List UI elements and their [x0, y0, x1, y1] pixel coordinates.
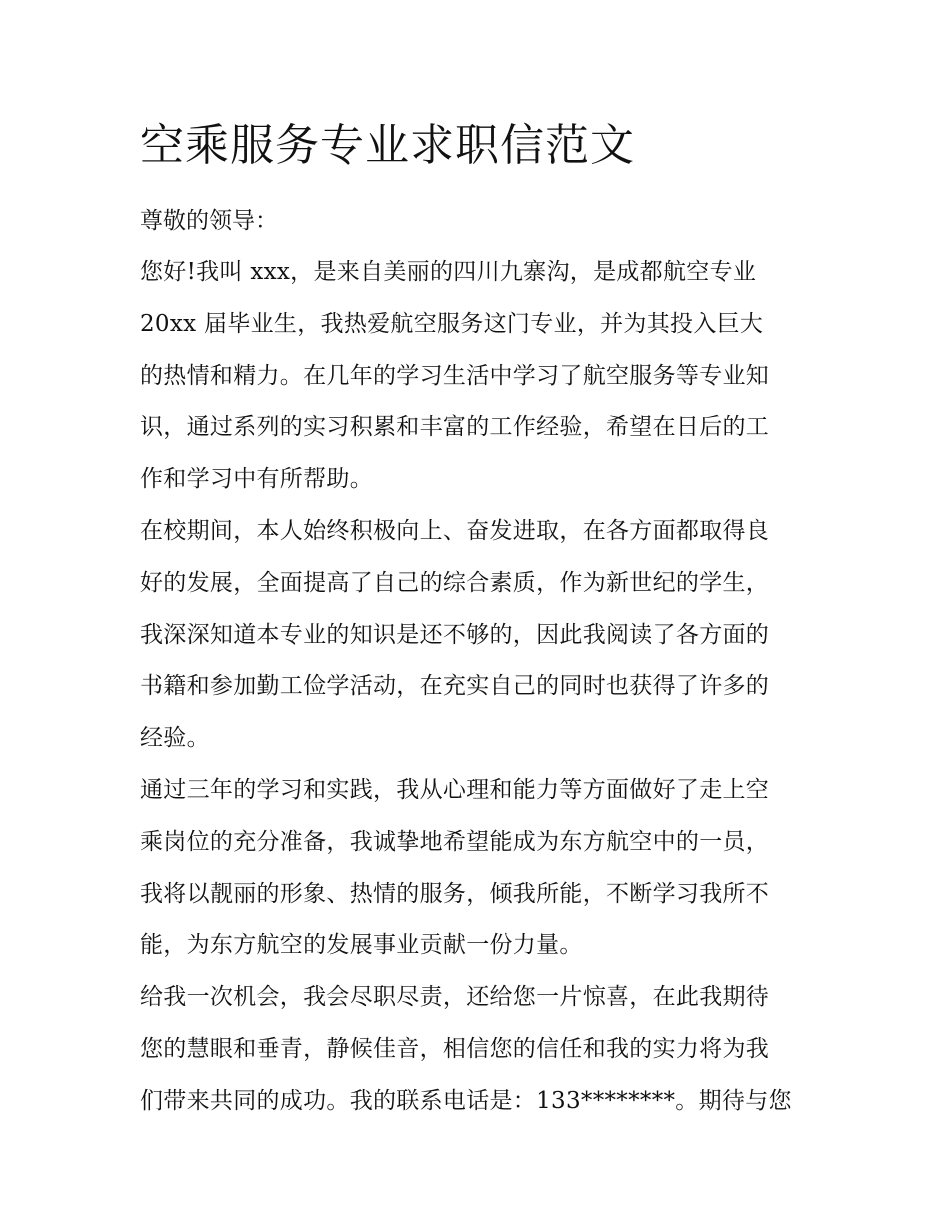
text-line: 经验。 [140, 725, 210, 752]
text-line: 您好!我叫 xxx，是来自美丽的四川九寨沟，是成都航空专业 [140, 259, 757, 285]
paragraph-introduction [140, 247, 820, 506]
paragraph-closing [140, 972, 820, 1127]
text-line: 识，通过系列的实习积累和丰富的工作经验，希望在日后的工 [140, 414, 770, 441]
greeting: 尊敬的领导： [140, 208, 278, 234]
text-line: 通过三年的学习和实践，我从心理和能力等方面做好了走上空 [140, 776, 770, 803]
text-line: 乘岗位的充分准备，我诚挚地希望能成为东方航空中的一员， [140, 828, 770, 855]
text-line: 我将以靓丽的形象、热情的服务，倾我所能，不断学习我所不 [140, 880, 770, 907]
text-line: 好的发展，全面提高了自己的综合素质，作为新世纪的学生， [140, 569, 770, 596]
text-line: 们带来共同的成功。我的联系电话是：133********。期待与您 [140, 1087, 792, 1114]
text-line: 20xx 届毕业生，我热爱航空服务这门专业，并为其投入巨大 [140, 310, 764, 337]
document-title: 空乘服务专业求职信范文 [140, 120, 635, 171]
text-line: 的热情和精力。在几年的学习生活中学习了航空服务等专业知 [140, 362, 770, 389]
text-line: 在校期间，本人始终积极向上、奋发进取，在各方面都取得良 [140, 517, 770, 544]
paragraph-preparation [140, 765, 820, 972]
document-body [140, 247, 820, 1128]
text-line: 能，为东方航空的发展事业贡献一份力量。 [140, 932, 583, 959]
paragraph-school-experience [140, 506, 820, 765]
text-line: 您的慧眼和垂青，静候佳音，相信您的信任和我的实力将为我 [140, 1035, 770, 1062]
text-line: 我深深知道本专业的知识是还不够的，因此我阅读了各方面的 [140, 621, 770, 648]
text-line: 书籍和参加勤工俭学活动，在充实自己的同时也获得了许多的 [140, 673, 770, 700]
text-line: 给我一次机会，我会尽职尽责，还给您一片惊喜，在此我期待 [140, 984, 770, 1011]
text-line: 作和学习中有所帮助。 [140, 466, 373, 493]
